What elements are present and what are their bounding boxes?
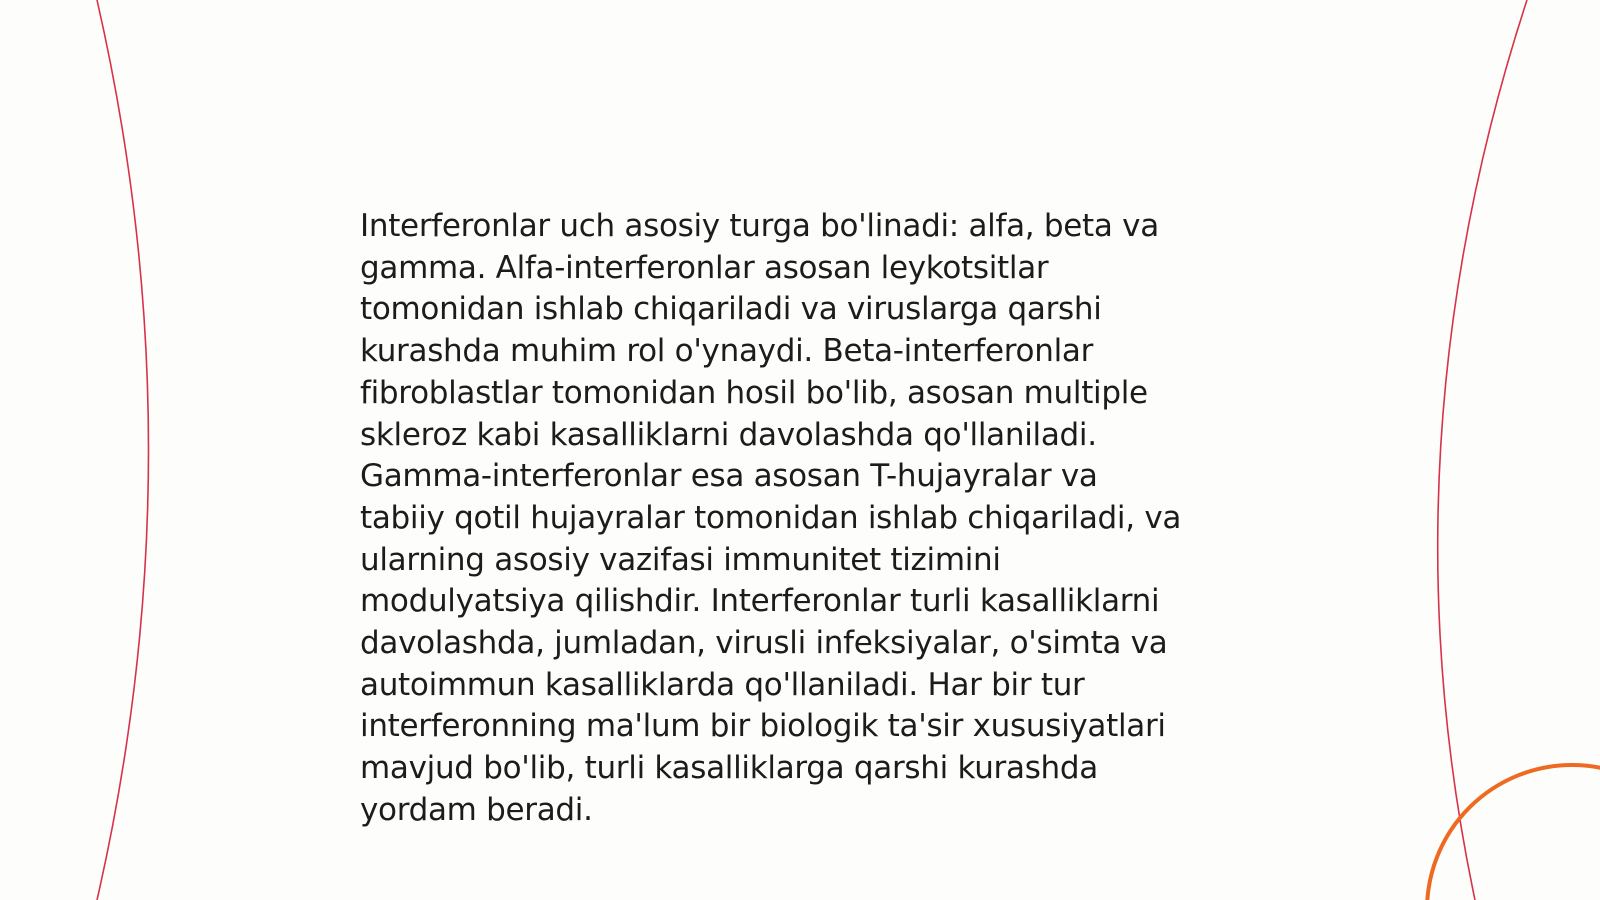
left-curve-decoration [97, 0, 149, 900]
paragraph-line: yordam beradi. [360, 791, 593, 828]
paragraph-line: davolashda, jumladan, virusli infeksiyalar, o'simta va [360, 625, 1168, 662]
paragraph-line: tomonidan ishlab chiqariladi va viruslarga qarshi [360, 291, 1102, 328]
paragraph-line: gamma. Alfa-interferonlar asosan leykotsitlar [360, 249, 1049, 286]
paragraph-line: Gamma-interferonlar esa asosan T-hujayralar va [360, 458, 1098, 495]
paragraph-line: kurashda muhim rol o'ynaydi. Beta-interferonlar [360, 333, 1094, 370]
paragraph-line: ularning asosiy vazifasi immunitet tizimini [360, 541, 1001, 578]
right-curve-decoration [1438, 0, 1527, 900]
paragraph-line: modulyatsiya qilishdir. Interferonlar turli kasalliklarni [360, 583, 1160, 620]
paragraph-line: mavjud bo'lib, turli kasalliklarga qarshi kurashda [360, 750, 1098, 787]
paragraph-line: autoimmun kasalliklarda qo'llaniladi. Har bir tur [360, 666, 1085, 703]
body-paragraph [360, 206, 1260, 832]
paragraph-line: Interferonlar uch asosiy turga bo'linadi: alfa, beta va [360, 208, 1159, 244]
paragraph-line: skleroz kabi kasalliklarni davolashda qo'llaniladi. [360, 416, 1097, 453]
paragraph-line: interferonning ma'lum bir biologik ta'sir xususiyatlari [360, 708, 1166, 745]
paragraph-line: fibroblastlar tomonidan hosil bo'lib, asosan multiple [360, 374, 1148, 411]
paragraph-line: tabiiy qotil hujayralar tomonidan ishlab chiqariladi, va [360, 499, 1182, 536]
orange-circle-decoration [1427, 765, 1600, 900]
